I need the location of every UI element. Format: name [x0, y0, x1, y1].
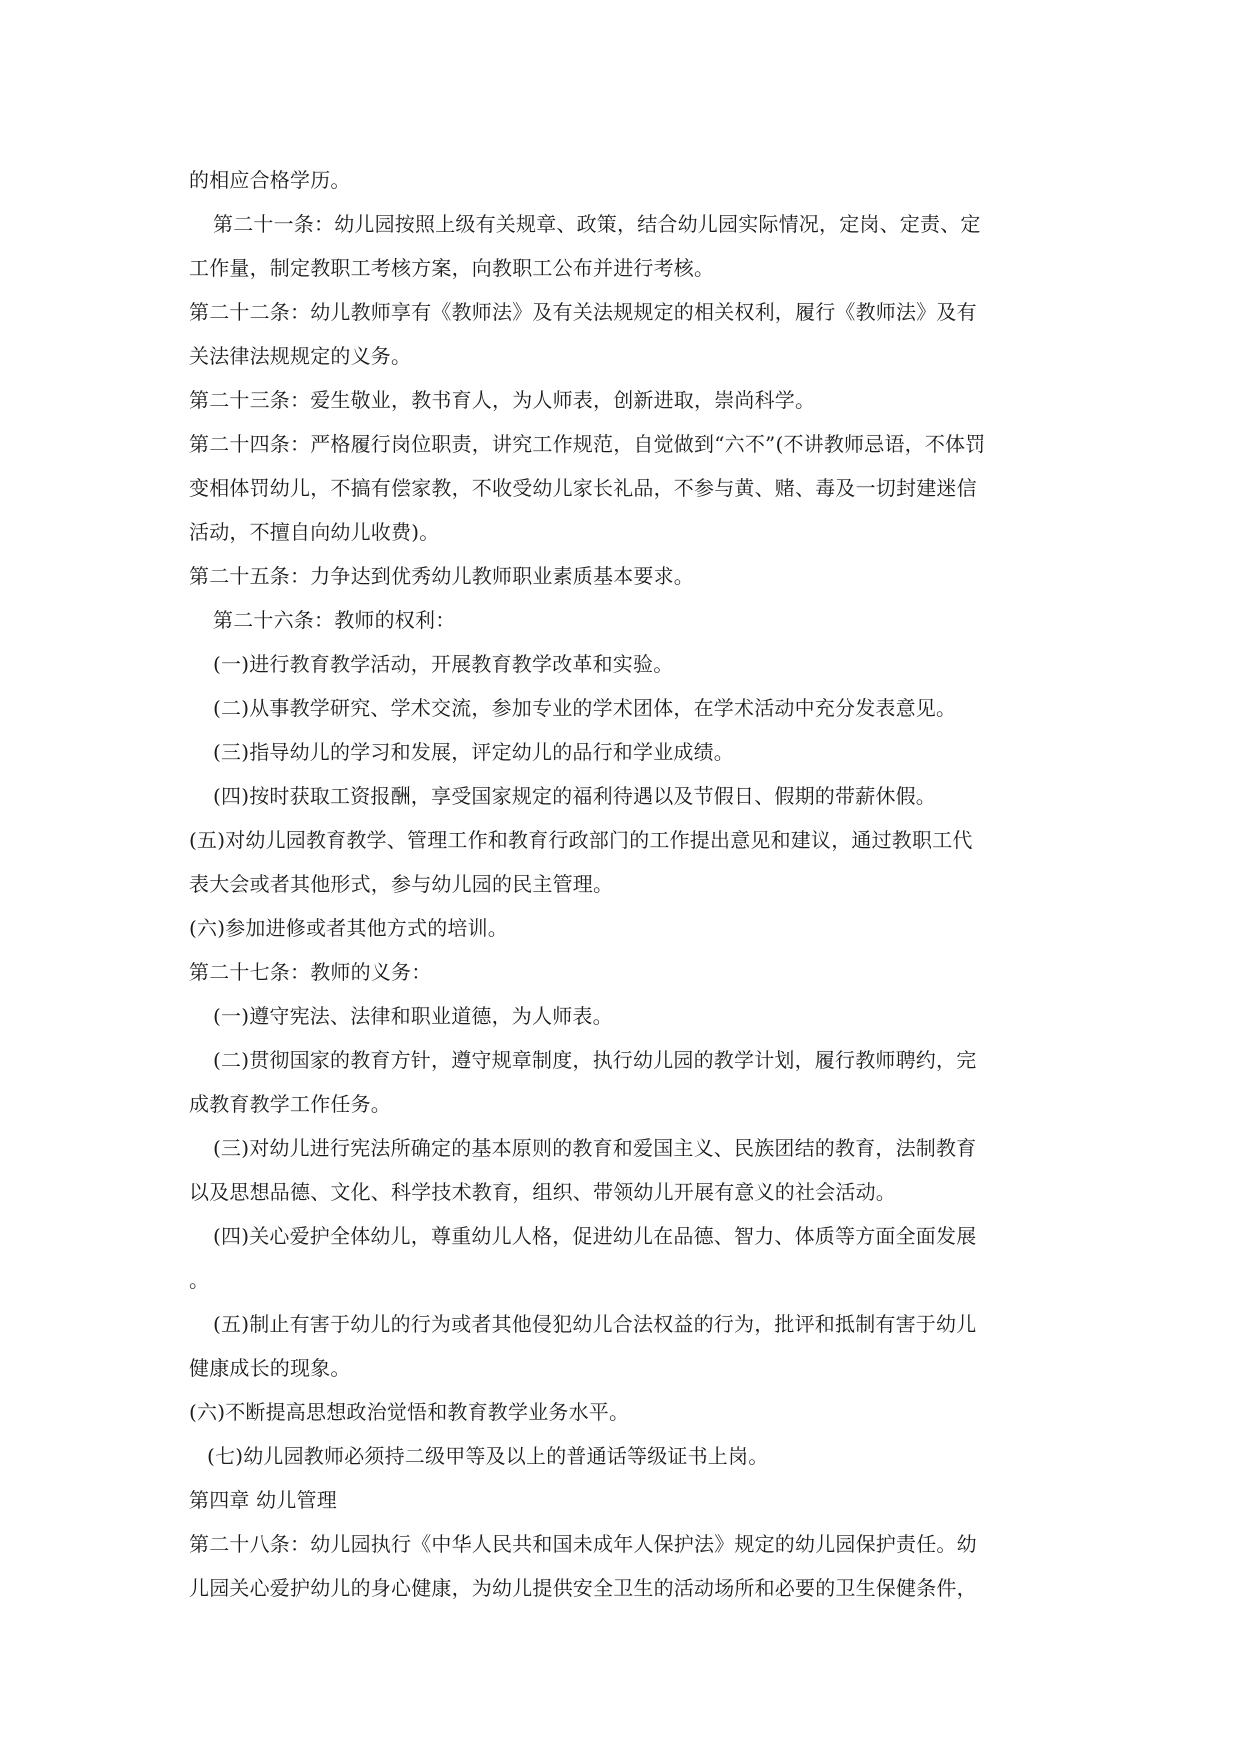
document-text-line: 的相应合格学历。 [189, 168, 351, 192]
document-text-line: (六)参加进修或者其他方式的培训。 [189, 916, 509, 940]
document-text-line: (七)幼儿园教师必须持二级甲等及以上的普通话等级证书上岗。 [207, 1444, 769, 1468]
document-text-line: (四)关心爱护全体幼儿，尊重幼儿人格，促进幼儿在品德、智力、体质等方面全面发展 [213, 1224, 977, 1248]
document-text-line: 第二十三条：爱生敬业，教书育人，为人师表，创新进取，崇尚科学。 [189, 388, 816, 412]
document-text-line: 第二十七条：教师的义务： [189, 960, 432, 984]
document-text-line: (二)贯彻国家的教育方针，遵守规章制度，执行幼儿园的教学计划，履行教师聘约，完 [213, 1048, 977, 1072]
document-text-line: (五)对幼儿园教育教学、管理工作和教育行政部门的工作提出意见和建议，通过教职工代 [189, 828, 973, 852]
document-text-line: (一)遵守宪法、法律和职业道德，为人师表。 [213, 1004, 613, 1028]
document-text-line: 健康成长的现象。 [189, 1356, 351, 1380]
document-text-line: 表大会或者其他形式，参与幼儿园的民主管理。 [189, 872, 614, 896]
document-text-line: (二)从事教学研究、学术交流，参加专业的学术团体，在学术活动中充分发表意见。 [213, 696, 957, 720]
document-text-line: (五)制止有害于幼儿的行为或者其他侵犯幼儿合法权益的行为，批评和抵制有害于幼儿 [213, 1312, 977, 1336]
document-text-line: 第二十六条：教师的权利： [213, 608, 456, 632]
document-text-line: 第二十八条：幼儿园执行《中华人民共和国未成年人保护法》规定的幼儿园保护责任。幼 [189, 1532, 977, 1556]
document-text-line: (六)不断提高思想政治觉悟和教育教学业务水平。 [189, 1400, 630, 1424]
document-text-line: (一)进行教育教学活动，开展教育教学改革和实验。 [213, 652, 674, 676]
document-text-line: (三)指导幼儿的学习和发展，评定幼儿的品行和学业成绩。 [213, 740, 735, 764]
document-text-line: 以及思想品德、文化、科学技术教育，组织、带领幼儿开展有意义的社会活动。 [189, 1180, 896, 1204]
document-text-line: 关法律法规规定的义务。 [189, 344, 412, 368]
document-text-line: 第二十一条：幼儿园按照上级有关规章、政策，结合幼儿园实际情况，定岗、定责、定 [213, 212, 981, 236]
document-text-line: 。 [189, 1268, 210, 1292]
document-text-line: 第二十四条：严格履行岗位职责，讲究工作规范，自觉做到“六不”(不讲教师忌语，不体罚 [189, 432, 986, 456]
document-body [189, 158, 1057, 1610]
document-text-line: 活动，不擅自向幼儿收费)。 [189, 520, 440, 544]
document-text-line: 变相体罚幼儿，不搞有偿家教，不收受幼儿家长礼品，不参与黄、赌、毒及一切封建迷信 [189, 476, 977, 500]
document-text-line: (三)对幼儿进行宪法所确定的基本原则的教育和爱国主义、民族团结的教育，法制教育 [213, 1136, 977, 1160]
document-text-line: 工作量，制定教职工考核方案，向教职工公布并进行考核。 [189, 256, 715, 280]
document-text-line: 成教育教学工作任务。 [189, 1092, 391, 1116]
document-text-line: (四)按时获取工资报酬，享受国家规定的福利待遇以及节假日、假期的带薪休假。 [213, 784, 937, 808]
document-text-line: 第四章 幼儿管理 [189, 1488, 337, 1512]
document-text-line: 儿园关心爱护幼儿的身心健康，为幼儿提供安全卫生的活动场所和必要的卫生保健条件， [189, 1576, 977, 1600]
document-text-line: 第二十五条：力争达到优秀幼儿教师职业素质基本要求。 [189, 564, 694, 588]
document-text-line: 第二十二条：幼儿教师享有《教师法》及有关法规规定的相关权利，履行《教师法》及有 [189, 300, 977, 324]
